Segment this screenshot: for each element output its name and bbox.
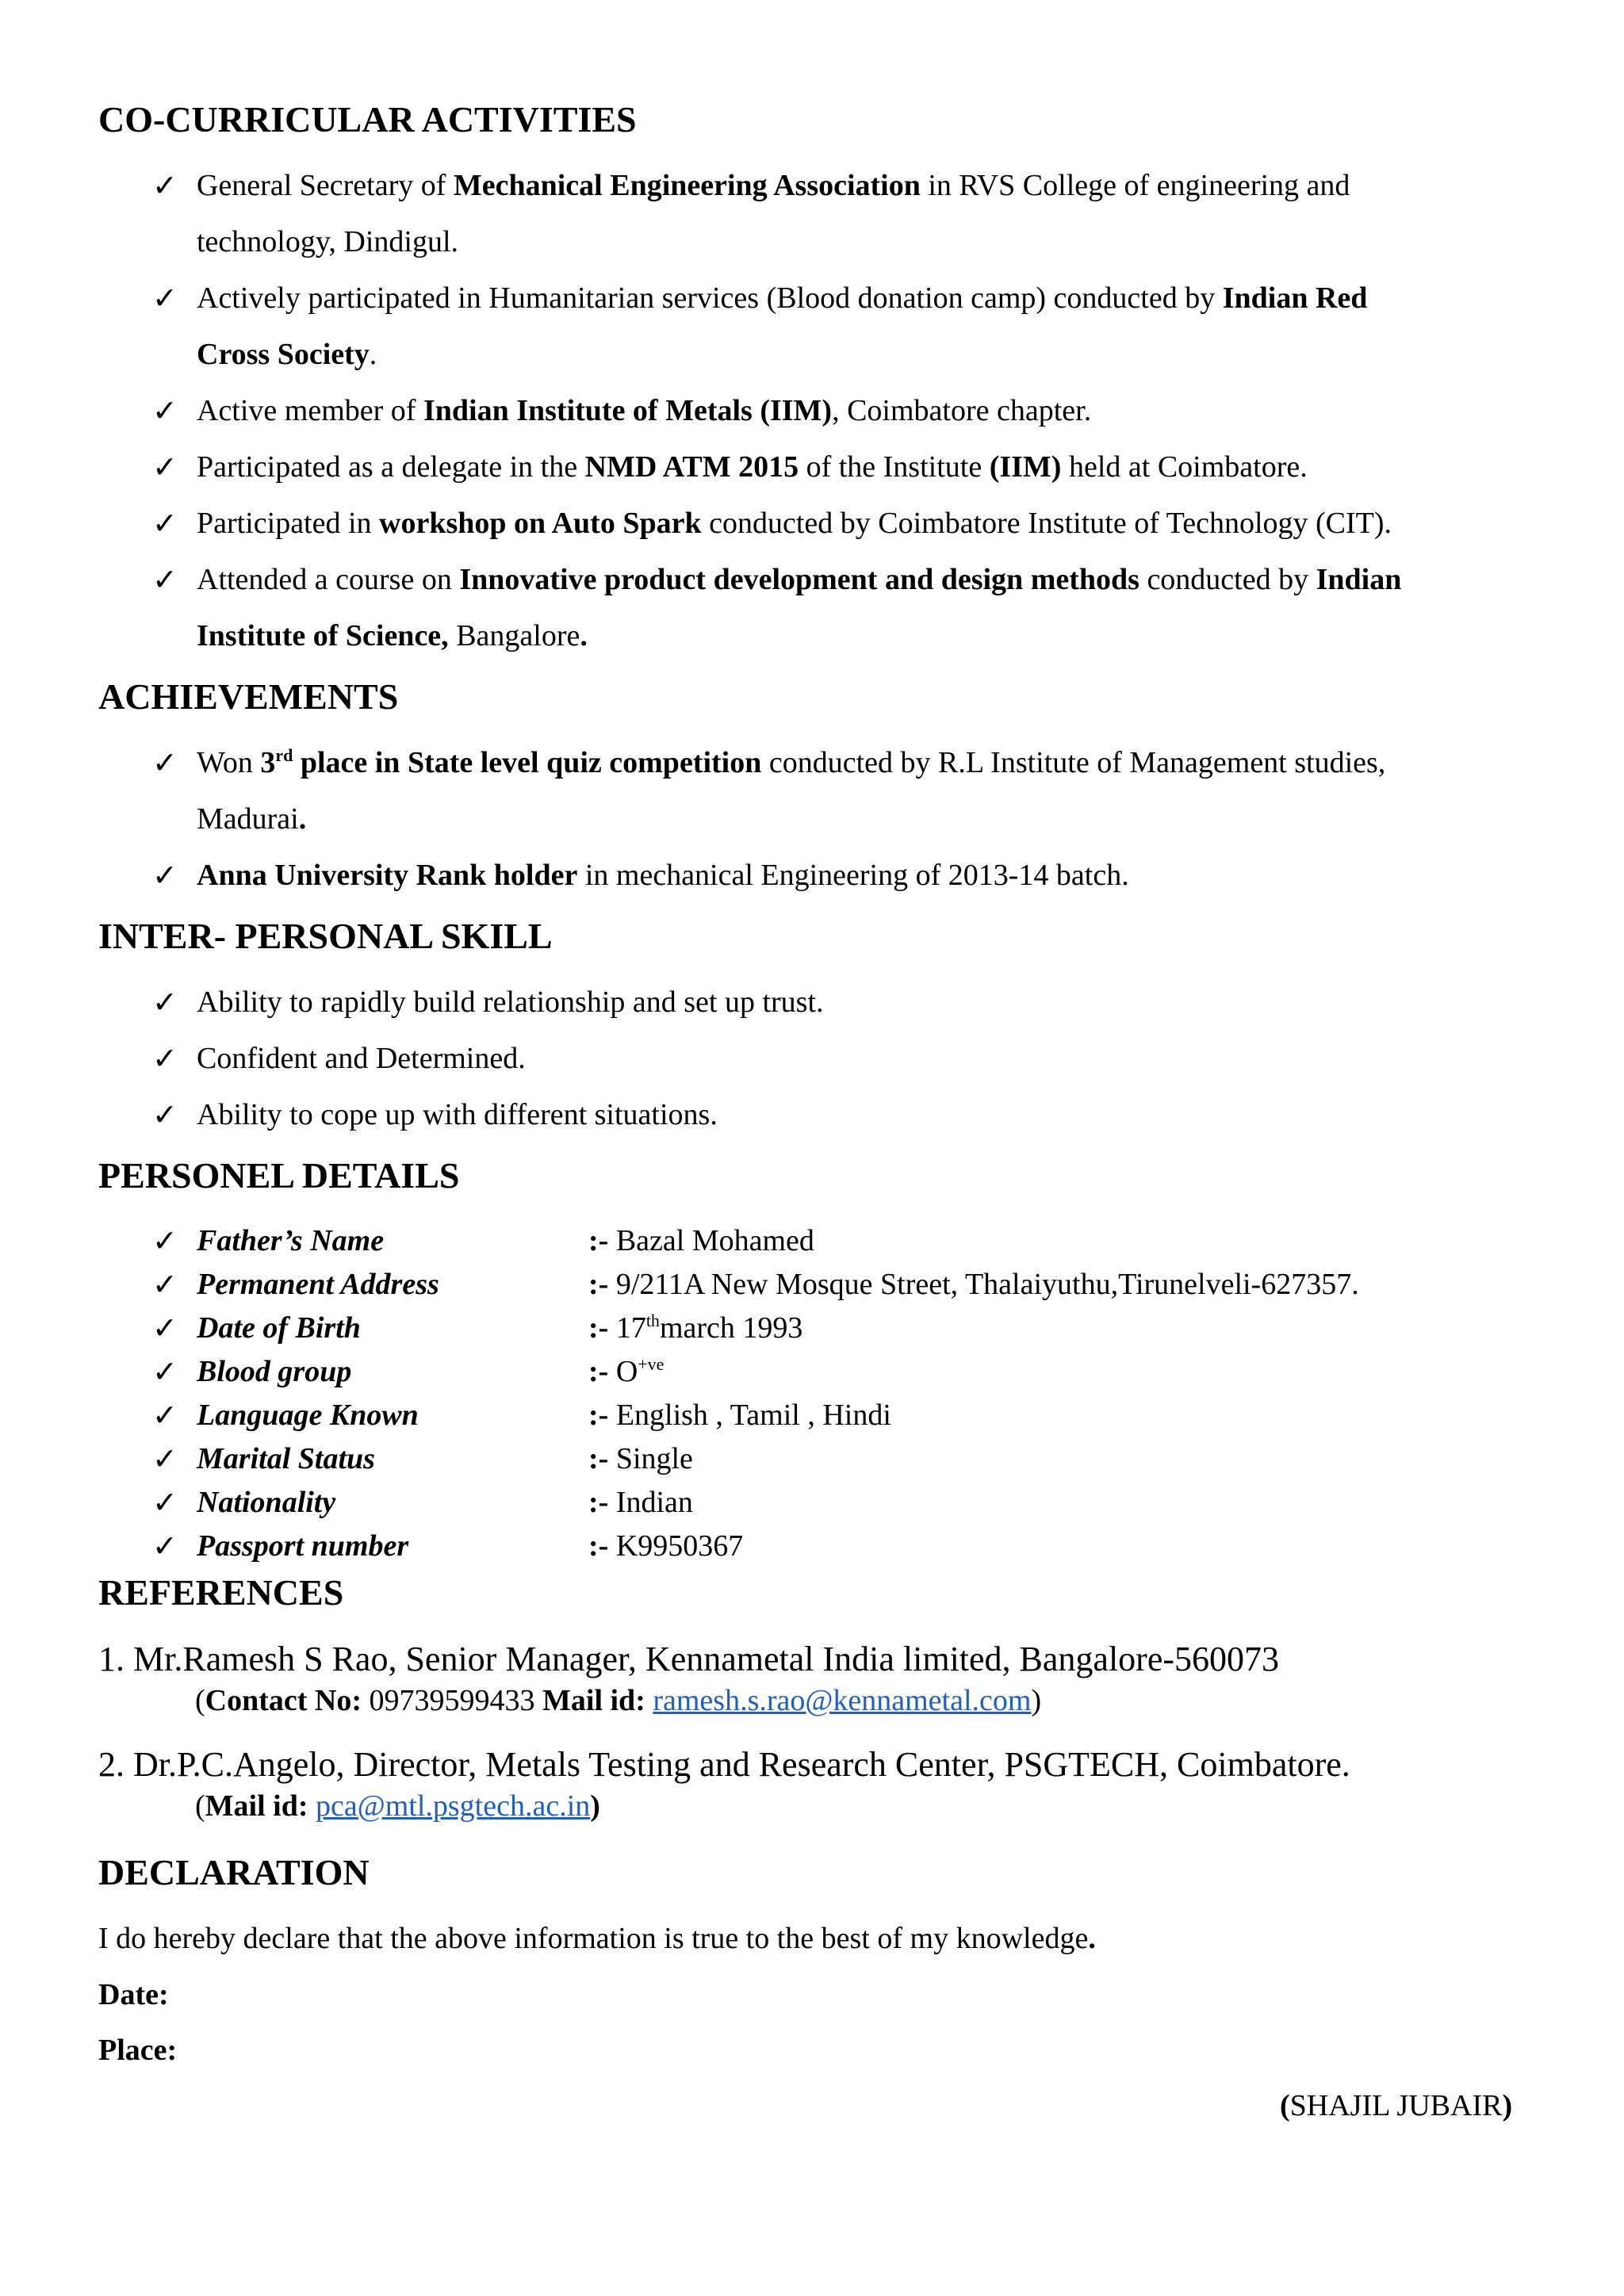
item-text: Bangalore — [448, 619, 580, 652]
detail-label: Passport number — [197, 1529, 409, 1563]
item-text: conducted by R.L Institute of Management studies, — [761, 746, 1386, 779]
list-item-continued — [197, 802, 306, 836]
declaration-text — [98, 1921, 1096, 1956]
item-bold: place in State level quiz competition — [293, 746, 762, 779]
list-item — [197, 168, 1350, 203]
paren: ) — [590, 1789, 600, 1823]
value-text: 17 — [615, 1311, 646, 1345]
item-bold: 3 — [260, 746, 276, 779]
paren: ( — [195, 1789, 205, 1823]
separator: :- — [588, 1224, 609, 1257]
item-text: . — [369, 338, 377, 371]
item-text: held at Coimbatore. — [1061, 450, 1308, 484]
item-text: Active member of — [197, 394, 423, 427]
contact-number: 09739599433 — [362, 1684, 543, 1717]
mail-label: Mail id: — [542, 1684, 645, 1717]
check-icon: ✓ — [152, 747, 178, 780]
item-bold: Indian — [1316, 563, 1402, 596]
list-item: Ability to cope up with different situations. — [197, 1098, 718, 1131]
detail-value — [588, 1398, 891, 1433]
section-heading-references: REFERENCES — [98, 1572, 344, 1613]
value-text: march 1993 — [659, 1311, 803, 1345]
reference-1-contact — [195, 1683, 1041, 1718]
separator: :- — [588, 1399, 609, 1432]
item-text: Attended a course on — [197, 563, 460, 596]
detail-value — [588, 1529, 743, 1563]
item-bold: Mechanical Engineering Association — [453, 169, 921, 202]
check-icon: ✓ — [152, 282, 178, 316]
paren: ) — [1031, 1684, 1042, 1717]
reference-2-contact — [195, 1789, 600, 1823]
item-text: Participated as a delegate in the — [197, 450, 585, 484]
list-item-continued — [197, 337, 377, 372]
detail-label: Blood group — [197, 1355, 352, 1388]
check-icon: ✓ — [152, 1312, 178, 1345]
check-icon: ✓ — [152, 1225, 178, 1258]
item-bold: Institute of Science, — [197, 619, 449, 652]
list-item — [197, 858, 1129, 893]
superscript: th — [645, 1311, 660, 1330]
check-icon: ✓ — [152, 507, 178, 541]
value-text: O — [615, 1355, 638, 1388]
paren: ( — [195, 1684, 205, 1717]
mail-label: Mail id: — [205, 1789, 308, 1823]
section-heading-interpersonal: INTER- PERSONAL SKILL — [98, 916, 553, 956]
check-icon: ✓ — [152, 986, 178, 1020]
signature-text: SHAJIL JUBAIR — [1289, 2089, 1503, 2122]
item-text: conducted by Coimbatore Institute of Technology (CIT). — [701, 507, 1392, 540]
list-item — [197, 745, 1385, 780]
detail-value — [588, 1223, 814, 1258]
separator: :- — [588, 1268, 609, 1301]
superscript: rd — [275, 745, 293, 765]
signature-name — [1280, 2088, 1512, 2123]
item-text: of the Institute — [799, 450, 990, 484]
declaration-body: I do hereby declare that the above information is true to the best of my knowledge — [98, 1922, 1089, 1955]
separator: :- — [588, 1311, 609, 1345]
value-text: Single — [615, 1442, 693, 1475]
declaration-dot: . — [1088, 1922, 1096, 1955]
check-icon: ✓ — [152, 395, 178, 428]
item-bold: NMD ATM 2015 — [584, 450, 799, 484]
check-icon: ✓ — [152, 1399, 178, 1433]
separator: :- — [588, 1486, 609, 1519]
list-item-continued — [197, 618, 588, 653]
check-icon: ✓ — [152, 1530, 178, 1563]
separator: :- — [588, 1529, 609, 1563]
list-item — [197, 506, 1392, 541]
item-bold: Indian Red — [1222, 281, 1368, 315]
paren: ( — [1280, 2089, 1290, 2122]
check-icon: ✓ — [152, 170, 178, 203]
check-icon: ✓ — [152, 451, 178, 484]
reference-2: 2. Dr.P.C.Angelo, Director, Metals Testing and Research Center, PSGTECH, Coimbatore. — [98, 1745, 1350, 1784]
item-text: , Coimbatore chapter. — [832, 394, 1092, 427]
contact-label: Contact No: — [205, 1684, 362, 1717]
detail-label: Language Known — [197, 1399, 419, 1432]
detail-value — [588, 1354, 664, 1389]
check-icon: ✓ — [152, 1269, 178, 1302]
item-text: Participated in — [197, 507, 380, 540]
date-label: Date: — [98, 1978, 169, 2011]
detail-label: Permanent Address — [197, 1268, 439, 1301]
list-item: Confident and Determined. — [197, 1042, 526, 1075]
detail-label: Nationality — [197, 1486, 336, 1519]
item-text: in mechanical Engineering of 2013-14 batch. — [577, 859, 1129, 892]
reference-1: 1. Mr.Ramesh S Rao, Senior Manager, Kennametal India limited, Bangalore-560073 — [98, 1640, 1280, 1678]
check-icon: ✓ — [152, 564, 178, 597]
item-bold: Anna University Rank holder — [197, 859, 578, 892]
list-item: Ability to rapidly build relationship and set up trust. — [197, 985, 824, 1019]
list-item — [197, 281, 1367, 316]
item-text: conducted by — [1139, 563, 1316, 596]
paren: ) — [1502, 2089, 1513, 2122]
item-bold: workshop on Auto Spark — [379, 507, 702, 540]
detail-value — [588, 1441, 693, 1476]
detail-value — [588, 1311, 802, 1345]
item-bold: . — [298, 802, 307, 836]
check-icon: ✓ — [152, 1356, 178, 1389]
check-icon: ✓ — [152, 1099, 178, 1132]
email-link[interactable]: pca@mtl.psgtech.ac.in — [315, 1789, 591, 1823]
item-bold: Innovative product development and design methods — [459, 563, 1139, 596]
item-bold: (IIM) — [989, 450, 1062, 484]
detail-value — [588, 1485, 693, 1520]
detail-label: Marital Status — [197, 1442, 375, 1475]
value-text: 9/211A New Mosque Street, Thalaiyuthu,Tirunelveli-627357. — [615, 1268, 1359, 1301]
value-text: Indian — [615, 1486, 693, 1519]
place-label: Place: — [98, 2034, 178, 2067]
value-text: Bazal Mohamed — [615, 1224, 814, 1257]
section-heading-personal: PERSONEL DETAILS — [98, 1155, 460, 1196]
check-icon: ✓ — [152, 1487, 178, 1520]
list-item — [197, 450, 1308, 484]
item-bold: Indian Institute of Metals (IIM) — [423, 394, 833, 427]
item-text: General Secretary of — [197, 169, 454, 202]
item-bold: Cross Society — [197, 338, 370, 371]
separator: :- — [588, 1442, 609, 1475]
list-item — [197, 393, 1091, 428]
section-heading-achievements: ACHIEVEMENTS — [98, 676, 399, 717]
check-icon: ✓ — [152, 1043, 178, 1076]
value-text: English , Tamil , Hindi — [615, 1399, 891, 1432]
item-bold: . — [580, 619, 588, 652]
item-text: in RVS College of engineering and — [920, 169, 1350, 202]
list-item-continued: technology, Dindigul. — [197, 225, 458, 258]
email-link[interactable]: ramesh.s.rao@kennametal.com — [653, 1684, 1032, 1717]
item-text: Madurai — [197, 802, 299, 836]
section-heading-co-curricular: CO-CURRICULAR ACTIVITIES — [98, 99, 637, 140]
detail-value — [588, 1267, 1359, 1302]
detail-label: Date of Birth — [197, 1311, 361, 1345]
section-heading-declaration: DECLARATION — [98, 1852, 370, 1892]
check-icon: ✓ — [152, 859, 178, 893]
value-text: K9950367 — [615, 1529, 744, 1563]
check-icon: ✓ — [152, 1443, 178, 1476]
separator: :- — [588, 1355, 609, 1388]
item-text: Actively participated in Humanitarian services (Blood donation camp) conducted by — [197, 281, 1223, 315]
item-text: Won — [197, 746, 261, 779]
detail-label: Father’s Name — [197, 1224, 385, 1257]
list-item — [197, 562, 1401, 597]
superscript: +ve — [638, 1354, 665, 1374]
